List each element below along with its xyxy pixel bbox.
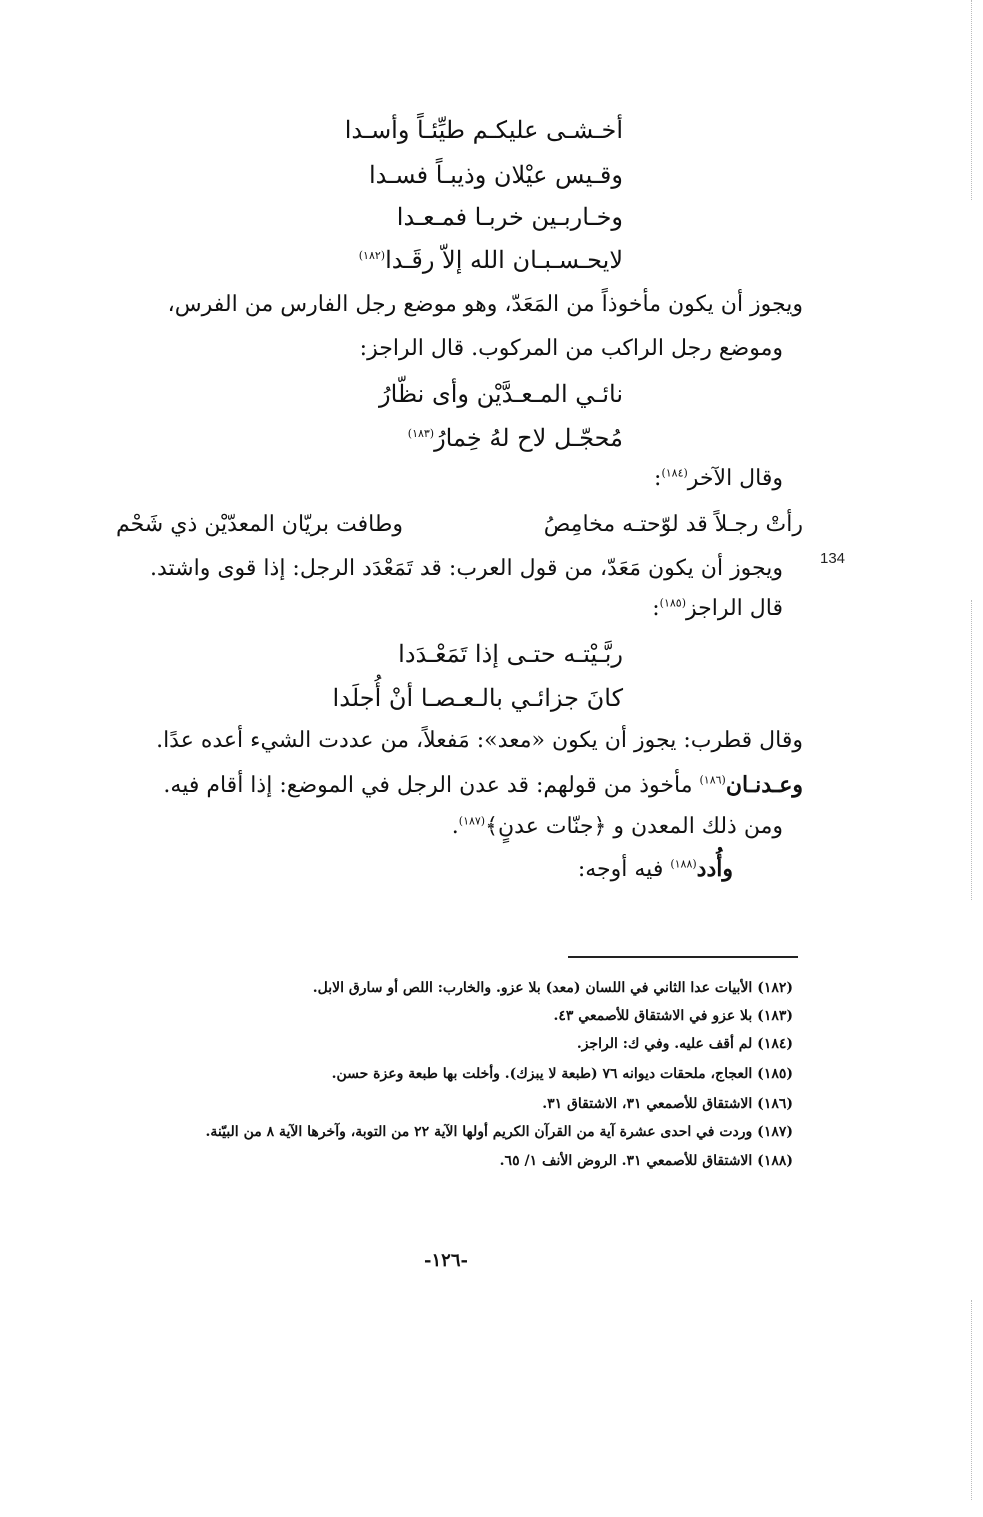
prose-text: : <box>654 466 662 491</box>
footnote-ref: (١٨٣) <box>407 427 435 440</box>
footnote: (١٨٨) الاشتقاق للأصمعي ٣١. الروض الأنف ١/ ٦٥. <box>499 1153 793 1169</box>
verse-text: كانَ جزائـي بالـعـصـا أنْ أُجلَدا <box>332 684 623 712</box>
prose-text: : <box>652 596 660 621</box>
verse-hemistich-right: رأتْ رجـلاً قد لوّحتـه مخامِصُ <box>543 512 803 537</box>
paragraph-line <box>452 814 783 839</box>
verse-text: مُحجّـل لاح لهُ خِمارُ <box>434 424 623 452</box>
paragraph-line <box>654 466 783 491</box>
verse-text: أخـشـى عليكـم طيِّئـاً وأسـدا <box>344 116 623 144</box>
footnote: (١٨٣) بلا عزو في الاشتقاق للأصمعي ٤٣. <box>553 1008 793 1024</box>
paragraph-line: وقال قطرب: يجوز أن يكون «معد»: مَفعلاً، من عددت الشيء أعده عدًا. <box>156 728 803 753</box>
paragraph-line <box>578 856 733 882</box>
paragraph-line: ويجوز أن يكون مَعَدّ، من قول العرب: قد تَمَعْدَد الرجل: إذا قوى واشتد. <box>149 556 783 581</box>
footnote-divider <box>568 956 798 958</box>
verse-line <box>333 684 623 712</box>
term: وعـدنـان <box>725 772 803 798</box>
prose-text: مأخوذ من قولهم: قد عدن الرجل في الموضع: إذا أقام فيه. <box>163 773 700 798</box>
footnote-ref: (١٨٥) <box>659 596 686 610</box>
verse-line <box>369 161 623 189</box>
scan-edge <box>971 1300 973 1500</box>
verse-line <box>379 380 623 408</box>
footnote: (١٨٦) الاشتقاق للأصمعي ٣١، الاشتقاق ٣١. <box>542 1096 793 1112</box>
term: وأُدد <box>696 856 733 882</box>
paragraph-line: وموضع رجل الراكب من المركوب. قال الراجز: <box>359 336 783 361</box>
paragraph-line <box>652 596 783 621</box>
prose-text: وقال الآخر <box>687 466 783 491</box>
verse-line <box>359 246 623 274</box>
verse-hemistich-left: وطافت بريّان المعدّيْن ذي شَحْم <box>115 512 403 537</box>
verse-line <box>345 116 623 144</box>
footnote: (١٨٢) الأبيات عدا الثاني في اللسان (معد) بلا عزو. والخارب: اللص أو سارق الابل. <box>312 980 793 996</box>
verse-text: ربَّـيْتـه حتـى إذا تَمَعْـدَدا <box>398 640 623 668</box>
footnote: (١٨٥) العجاج، ملحقات ديوانه ٧٦ (طبعة لا يبزك). وأخلت بها طبعة وعزة حسن. <box>331 1066 793 1082</box>
prose-text: فيه أوجه: <box>577 857 671 882</box>
scan-edge <box>971 600 973 900</box>
prose-text: ومن ذلك المعدن و ﴿جنّات عدنٍ﴾ <box>485 814 783 839</box>
verse-text: نائـي المـعـدَّيْن وأى نظّارُ <box>379 380 623 408</box>
verse-text: وخـاربـين خربـا فمـعـدا <box>396 203 623 231</box>
margin-number: 134 <box>820 550 846 567</box>
footnote-ref: (١٨٦) <box>699 773 726 787</box>
footnote-ref: (١٨٢) <box>358 249 386 262</box>
footnote-ref: (١٨٤) <box>661 466 688 480</box>
verse-line <box>408 424 623 452</box>
paragraph-line: ويجوز أن يكون مأخوذاً من المَعَدّ، وهو موضع رجل الفارس من الفرس، <box>167 292 803 317</box>
footnote: (١٨٧) وردت في احدى عشرة آية من القرآن الكريم أولها الآية ٢٢ من التوبة، وآخرها الآية ٨ من البيّنة. <box>205 1124 793 1140</box>
verse-line <box>397 203 623 231</box>
prose-text: . <box>451 814 459 839</box>
verse-line <box>398 640 623 668</box>
footnote-ref: (١٨٨) <box>670 857 697 871</box>
page-number: -١٢٦- <box>424 1250 468 1271</box>
verse-text: لايحـسـبـان الله إلاّ رقَـدا <box>385 246 623 274</box>
paragraph-line <box>163 772 803 798</box>
footnote-ref: (١٨٧) <box>458 814 486 828</box>
verse-text: وقـيس عيْلان وذيبـاً فسـدا <box>368 161 623 189</box>
prose-text: قال الراجز <box>685 596 783 621</box>
scan-edge <box>971 0 973 200</box>
footnote: (١٨٤) لم أقف عليه. وفي ك: الراجز. <box>576 1036 793 1052</box>
